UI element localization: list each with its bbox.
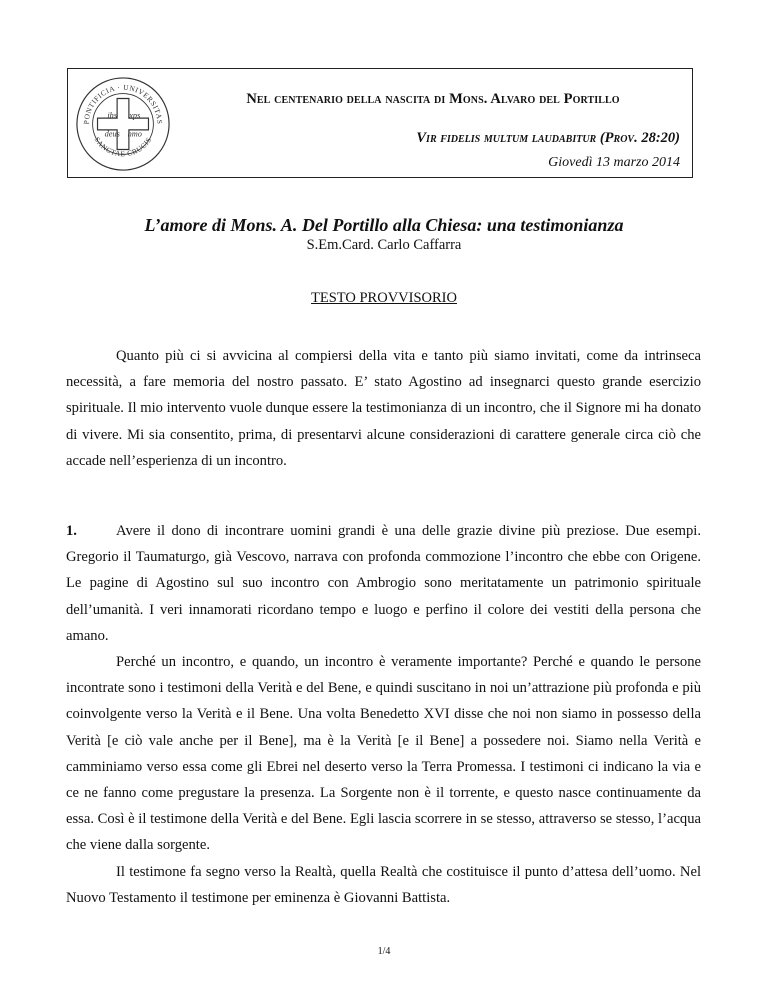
seal-cross-text-4: hmo [127, 129, 142, 139]
seal-top-text: PONTIFICIA · UNIVERSITAS [81, 82, 165, 125]
cross-icon [98, 99, 149, 150]
seal-bottom-text: SANCTAE CRUCIS [92, 135, 154, 159]
header-motto-line: Vir fidelis multum laudabitur (Prov. 28:20) [416, 130, 680, 146]
header-date: Giovedì 13 marzo 2014 [548, 155, 680, 170]
university-seal-icon [74, 75, 172, 173]
provisional-label: TESTO PROVVISORIO [311, 290, 457, 306]
section-1-paragraph-2: Perché un incontro, e quando, un incontro è veramente importante? Perché e quando le persone incontrate sono i testimoni della Verità e del Bene, e quindi suscitano in noi un’attrazione più profonda e più coinvolgente verso la Verità e il Bene. Una volta Benedetto XVI disse che noi non siamo in possesso della Verità [e ciò vale anche per il Bene], ma è la Verità [e il Bene] a possedere noi. Siamo nella Verità e camminiamo verso essa come gli Ebrei nel deserto verso la Terra Promessa. I testimoni ci indicano la via e ce ne fanno come pregustare la presenza. La Sorgente non è il torrente, e questo nasce continuamente da essa. Così è il testimone della Verità e del Bene. Egli lascia scorrere in se stesso, attraverso se stesso, l’acqua che viene dalla sorgente. [66, 654, 701, 854]
section-1-paragraph-1-text: Avere il dono di incontrare uomini grandi è una delle grazie divine più preziose. Due esempi. Gregorio il Taumaturgo, già Vescovo, narrava con profonda commozione l’incontro che ebbe con Origene. Le pagine di Agostino sul suo incontro con Ambrogio sono meritatamente un patrimonio spirituale dell’umanità. I veri innamorati ricordano tempo e luogo e perfino il colore dei vestiti della persona che amano. [66, 523, 701, 644]
document-author: S.Em.Card. Carlo Caffarra [306, 237, 462, 253]
header-box [67, 68, 693, 178]
section-1-paragraph-3: Il testimone fa segno verso la Realtà, quella Realtà che costituisce il punto d’attesa dell’uomo. Nel Nuovo Testamento il testimone per eminenza è Giovanni Battista. [66, 863, 701, 906]
intro-paragraph: Quanto più ci si avvicina al compiersi della vita e tanto più siamo invitati, come da intrinseca necessità, a fare memoria del nostro passato. E’ stato Agostino ad insegnarci questo grande esercizio spirituale. Il mio intervento vuole dunque essere la testimonianza di un incontro, che il Signore mi ha donato di vivere. Mi sia consentito, prima, di presentarvi alcune considerazioni di carattere generale circa ciò che accade nell’esperienza di un incontro. [66, 348, 701, 469]
page-number: 1/4 [377, 946, 391, 957]
section-1-number: 1. [66, 523, 77, 539]
section-1-paragraph-1 [66, 518, 701, 649]
document-title: L’amore di Mons. A. Del Portillo alla Chiesa: una testimonianza [144, 215, 624, 235]
seal-cross-text-2: xps [129, 111, 141, 121]
svg-text:SANCTAE CRUCIS [93, 135, 154, 158]
header-centenary-line: Nel centenario della nascita di Mons. Alvaro del Portillo [246, 91, 620, 107]
seal-cross-text-3: deus [104, 129, 120, 139]
seal-cross-text-1: ihs [107, 111, 118, 121]
section-1 [66, 518, 701, 911]
intro-section [66, 343, 701, 474]
